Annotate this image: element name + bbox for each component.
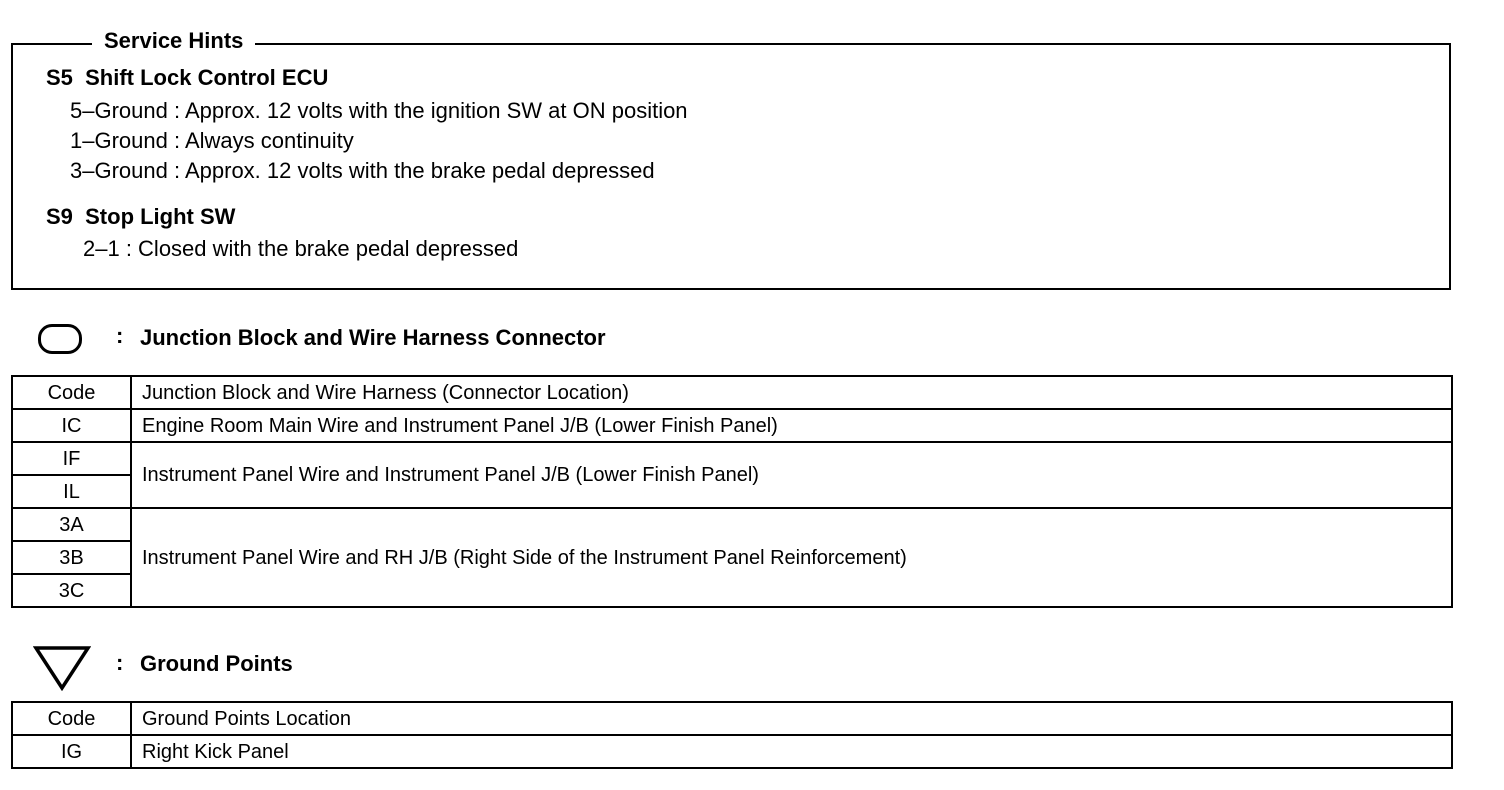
hint-line: 3–Ground : Approx. 12 volts with the brake pedal depressed [70, 158, 655, 183]
junction-section-title: Junction Block and Wire Harness Connector [140, 325, 606, 350]
hint-line: 5–Ground : Approx. 12 volts with the ignition SW at ON position [70, 98, 688, 123]
code-cell: IC [12, 409, 131, 442]
hint-heading-s9: S9 Stop Light SW [46, 204, 236, 229]
desc-cell: Right Kick Panel [131, 735, 1452, 768]
hint-line: 2–1 : Closed with the brake pedal depressed [83, 236, 519, 261]
hint-line: 1–Ground : Always continuity [70, 128, 354, 153]
service-hints-title: Service Hints [92, 28, 255, 54]
header-desc: Ground Points Location [131, 702, 1452, 735]
table-row [12, 508, 1452, 541]
desc-cell: Instrument Panel Wire and Instrument Panel J/B (Lower Finish Panel) [131, 442, 1452, 508]
code-cell: 3C [12, 574, 131, 607]
table-row [12, 735, 1452, 768]
code-cell: IG [12, 735, 131, 768]
ground-table [11, 701, 1453, 769]
junction-colon: : [116, 323, 124, 348]
header-code: Code [12, 702, 131, 735]
table-header-row [12, 702, 1452, 735]
code-cell: IF [12, 442, 131, 475]
table-row [12, 409, 1452, 442]
table-row [12, 442, 1452, 475]
code-cell: 3B [12, 541, 131, 574]
code-cell: 3A [12, 508, 131, 541]
desc-cell: Instrument Panel Wire and RH J/B (Right Side of the Instrument Panel Reinforcement) [131, 508, 1452, 607]
code-cell: IL [12, 475, 131, 508]
ground-triangle-icon [33, 645, 91, 691]
ground-section-title: Ground Points [140, 651, 293, 676]
header-code: Code [12, 376, 131, 409]
header-desc: Junction Block and Wire Harness (Connector Location) [131, 376, 1452, 409]
table-header-row [12, 376, 1452, 409]
junction-table [11, 375, 1453, 608]
connector-icon [38, 324, 82, 354]
hint-heading-s5: S5 Shift Lock Control ECU [46, 65, 329, 90]
ground-colon: : [116, 650, 124, 675]
desc-cell: Engine Room Main Wire and Instrument Panel J/B (Lower Finish Panel) [131, 409, 1452, 442]
